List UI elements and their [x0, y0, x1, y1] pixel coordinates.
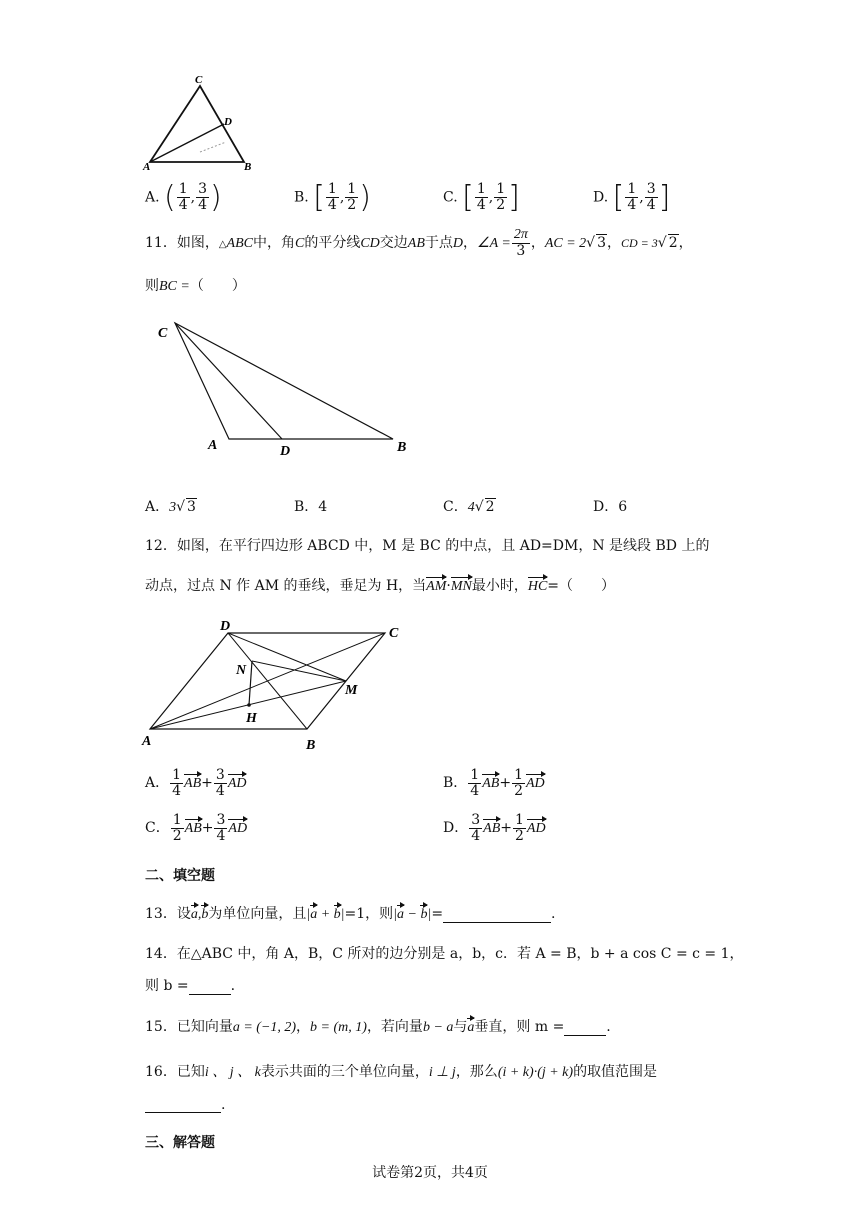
- fig10-label-d: D: [224, 116, 232, 128]
- text: 表示共面的三个单位向量，: [260, 1064, 429, 1080]
- math: 6: [618, 499, 628, 515]
- text: ，若向量: [366, 1019, 423, 1035]
- q12-stem-line1: 12．如图，在平行四边形 ABCD 中，M 是 BC 的中点，且 AD=DM，N 是线段 BD 上的: [145, 538, 710, 554]
- option-letter: C．: [145, 820, 170, 837]
- bracket-open: [: [462, 180, 474, 215]
- fraction: [468, 768, 481, 798]
- numerator: 1: [476, 181, 486, 198]
- math: i 、 j 、 k: [204, 1065, 261, 1080]
- bracket-close: ]: [658, 180, 671, 215]
- fig10-label-a: A: [143, 161, 151, 172]
- numerator: 3: [646, 181, 656, 198]
- math: AC = 2: [544, 236, 587, 252]
- option-letter: B．: [443, 775, 468, 792]
- math: BC =: [159, 279, 190, 294]
- q11-option-a: [145, 496, 197, 516]
- numerator: 1: [515, 812, 524, 828]
- fig11-label-d: D: [280, 444, 291, 459]
- fraction: [214, 813, 227, 843]
- math: AB: [407, 236, 425, 252]
- numerator: 1: [178, 181, 188, 198]
- q12-option-b: [443, 768, 545, 798]
- fig11-label-c: C: [158, 326, 168, 341]
- text: 垂直，则 m =: [474, 1019, 565, 1035]
- denominator: 4: [215, 782, 225, 799]
- q10-option-d: D. [ $\frac{1}{4}$ , $\frac{3}{4}$ ]: [593, 180, 671, 215]
- vector: AD: [228, 821, 248, 837]
- q16-stem-line1: [145, 1061, 657, 1081]
- answer-paren: （ ）: [189, 278, 246, 294]
- answer-blank[interactable]: [145, 1112, 221, 1113]
- vector: AM: [426, 579, 447, 594]
- math: 4: [318, 499, 328, 515]
- fraction: [171, 813, 184, 843]
- text: 与: [453, 1019, 468, 1035]
- q14-stem-line2: [145, 975, 235, 995]
- q11-option-d: [593, 496, 627, 516]
- denominator: 2: [515, 827, 524, 844]
- text: 的平分线: [304, 235, 361, 252]
- math: ∠A =: [477, 236, 511, 252]
- fig11-label-b: B: [397, 440, 407, 455]
- section-heading-solve: 三、解答题: [145, 1135, 215, 1151]
- denominator: 4: [172, 782, 182, 799]
- q13-stem: [145, 903, 556, 923]
- bracket-open: (: [164, 180, 176, 215]
- q11-option-c: [443, 496, 496, 516]
- text: 为单位向量，且: [208, 906, 307, 922]
- text: 交边: [379, 235, 408, 252]
- sqrt: √ 3: [586, 235, 607, 252]
- triangle-symbol: △: [218, 239, 227, 251]
- denominator: 4: [646, 197, 656, 213]
- fig12-label-m: M: [345, 683, 358, 698]
- fraction: [326, 182, 339, 212]
- sqrt: √ 3: [176, 499, 196, 515]
- sqrt: √ 2: [474, 499, 495, 515]
- text: ，: [296, 1019, 311, 1035]
- fraction: [512, 228, 530, 258]
- option-letter: C.: [443, 189, 458, 206]
- text: ，那么: [455, 1064, 498, 1080]
- option-letter: A.: [145, 189, 160, 206]
- numerator: 3: [216, 812, 226, 828]
- denominator: 3: [516, 242, 526, 259]
- fraction: [494, 182, 507, 212]
- vector: AD: [525, 776, 545, 792]
- numerator: 1: [172, 767, 182, 783]
- fraction: [170, 768, 183, 798]
- option-letter: C．: [443, 499, 468, 515]
- q11-triangle-figure: [150, 315, 420, 465]
- q10-option-b: B. [ $\frac{1}{4}$ , $\frac{1}{2}$ ): [294, 180, 371, 215]
- fraction: [512, 768, 525, 798]
- numerator: 1: [470, 767, 480, 783]
- math: CD: [360, 236, 380, 252]
- bracket-close: ]: [508, 180, 520, 215]
- math: D: [452, 236, 464, 252]
- q11-stem-line1: [145, 228, 693, 258]
- text: 15．已知向量: [145, 1019, 233, 1035]
- denominator: 4: [627, 197, 637, 213]
- option-letter: A．: [145, 499, 170, 515]
- text: 16．已知: [145, 1064, 205, 1080]
- fig11-label-a: A: [208, 438, 218, 453]
- vector: a: [467, 1020, 475, 1035]
- fraction: [475, 182, 488, 212]
- numerator: 1: [347, 181, 357, 198]
- text: .: [551, 906, 556, 922]
- bracket-close: ): [210, 180, 222, 215]
- radicand: 3: [187, 499, 196, 515]
- sqrt: √ 2: [657, 235, 678, 252]
- q12-option-a: [145, 768, 246, 798]
- text: 的取值范围是: [573, 1064, 658, 1080]
- vector: AB: [184, 821, 202, 837]
- denominator: 4: [476, 197, 486, 213]
- denominator: 2: [172, 827, 182, 844]
- option-letter: D．: [443, 820, 469, 837]
- text: 于点: [424, 235, 453, 252]
- math: 3: [169, 500, 177, 515]
- q10-option-c: C. [ $\frac{1}{4}$ , $\frac{1}{2}$ ]: [443, 180, 520, 215]
- fraction: [625, 182, 638, 212]
- q15-stem: [145, 1016, 611, 1036]
- section-heading-fill-in: 二、填空题: [145, 868, 215, 884]
- numerator: 3: [215, 767, 225, 783]
- fig12-label-d: D: [220, 619, 231, 634]
- radicand: 2: [485, 499, 495, 515]
- fraction: [177, 182, 190, 212]
- denominator: 2: [496, 197, 506, 213]
- q16-stem-line2: [145, 1097, 225, 1113]
- bracket-open: [: [612, 180, 625, 215]
- numerator: 3: [471, 812, 481, 828]
- q12-parallelogram-figure: [140, 615, 420, 755]
- fraction: [645, 182, 658, 212]
- math: b = (m, 1): [310, 1020, 367, 1035]
- text: .: [606, 1019, 611, 1035]
- plus: +: [201, 820, 214, 837]
- text: =1，则: [344, 906, 394, 922]
- question-number: 11．: [145, 235, 177, 252]
- denominator: 4: [198, 197, 208, 213]
- text: 最小时，: [471, 578, 528, 594]
- q11-option-b: [294, 496, 327, 516]
- fig12-label-c: C: [389, 626, 399, 641]
- q10-option-a: A. ( $\frac{1}{4}$ , $\frac{3}{4}$ ): [145, 180, 222, 215]
- math: 4: [467, 500, 475, 515]
- fraction: [196, 182, 209, 212]
- bracket-open: [: [313, 180, 325, 215]
- plus: +: [499, 775, 512, 792]
- plus: +: [500, 820, 512, 837]
- text: 动点，过点 N 作 AM 的垂线，垂足为 H，当: [145, 578, 427, 594]
- denominator: 2: [347, 197, 357, 213]
- math: b − a: [422, 1020, 454, 1035]
- text: ，: [463, 235, 478, 252]
- denominator: 4: [470, 782, 480, 799]
- numerator: 1: [496, 181, 506, 198]
- math: i ⊥ j: [428, 1065, 456, 1080]
- vector: AB: [482, 776, 500, 792]
- math-abs-sum: |a + b|: [306, 907, 345, 922]
- text: 则: [145, 278, 159, 294]
- radicand: 2: [668, 235, 678, 252]
- numerator: 1: [172, 812, 182, 828]
- numerator: 1: [627, 181, 637, 198]
- math: (i + k)·(j + k): [497, 1065, 574, 1080]
- math-abs-diff: |a − b|: [393, 907, 432, 922]
- vector: MN: [450, 579, 472, 594]
- fraction: [513, 813, 526, 843]
- fig12-label-a: A: [142, 734, 152, 749]
- denominator: 4: [178, 197, 188, 213]
- answer-blank[interactable]: [564, 1035, 606, 1036]
- text: ，: [530, 235, 545, 252]
- answer-blank[interactable]: [189, 994, 231, 995]
- fraction: [345, 182, 358, 212]
- q11-stem-line2: [145, 275, 246, 295]
- text: 13．设: [145, 906, 191, 922]
- answer-blank[interactable]: [443, 922, 551, 923]
- option-letter: D．: [593, 499, 619, 515]
- denominator: 4: [471, 827, 481, 844]
- plus: +: [201, 775, 213, 792]
- fraction: [214, 768, 227, 798]
- text: 如图，: [176, 235, 219, 252]
- denominator: 4: [327, 197, 337, 213]
- math-ab: a,b: [190, 907, 209, 922]
- vector: AD: [227, 776, 247, 792]
- fig10-label-c: C: [195, 74, 203, 86]
- text: ，: [607, 235, 622, 252]
- option-letter: B．: [294, 499, 319, 515]
- dot: ·: [446, 578, 451, 594]
- q10-triangle-figure: [140, 72, 260, 172]
- fig12-label-b: B: [306, 738, 316, 753]
- vector: AB: [483, 821, 501, 837]
- denominator: 2: [514, 782, 523, 799]
- math: CD = 3: [621, 236, 658, 251]
- option-letter: D.: [593, 189, 609, 206]
- text: ，: [678, 235, 693, 252]
- page-footer: 试卷第2页，共4页: [372, 1165, 488, 1181]
- vector: AB: [184, 776, 202, 792]
- fig12-label-n: N: [236, 663, 247, 678]
- bracket-close: ): [359, 180, 371, 215]
- numerator: 3: [198, 181, 208, 198]
- q14-stem-line1: 14．在△ABC 中，角 A，B，C 所对的边分别是 a，b，c．若 A = B，b + a cos C = c = 1，: [145, 946, 744, 962]
- fig12-label-h: H: [246, 711, 257, 726]
- text: 中，角: [252, 235, 295, 252]
- math: ABC: [226, 236, 253, 252]
- math: a = (−1, 2): [232, 1020, 297, 1035]
- fig10-label-b: B: [244, 161, 252, 172]
- numerator: 1: [514, 767, 523, 783]
- q12-stem-line2: [145, 575, 615, 595]
- denominator: 4: [216, 827, 226, 844]
- vector: HC: [527, 579, 548, 594]
- fraction: [469, 813, 482, 843]
- text: .: [221, 1097, 226, 1113]
- text: 则 b =: [145, 978, 189, 994]
- text: =: [431, 906, 444, 922]
- radicand: 3: [597, 235, 607, 252]
- text: =（ ）: [547, 578, 616, 594]
- numerator: 1: [327, 181, 337, 198]
- q12-option-d: [443, 813, 546, 843]
- option-letter: A．: [145, 775, 170, 792]
- text: .: [230, 978, 236, 994]
- q12-option-c: [145, 813, 247, 843]
- numerator: 2π: [513, 227, 528, 242]
- vector: AD: [526, 821, 546, 837]
- math: C: [294, 236, 305, 252]
- option-letter: B.: [294, 189, 309, 206]
